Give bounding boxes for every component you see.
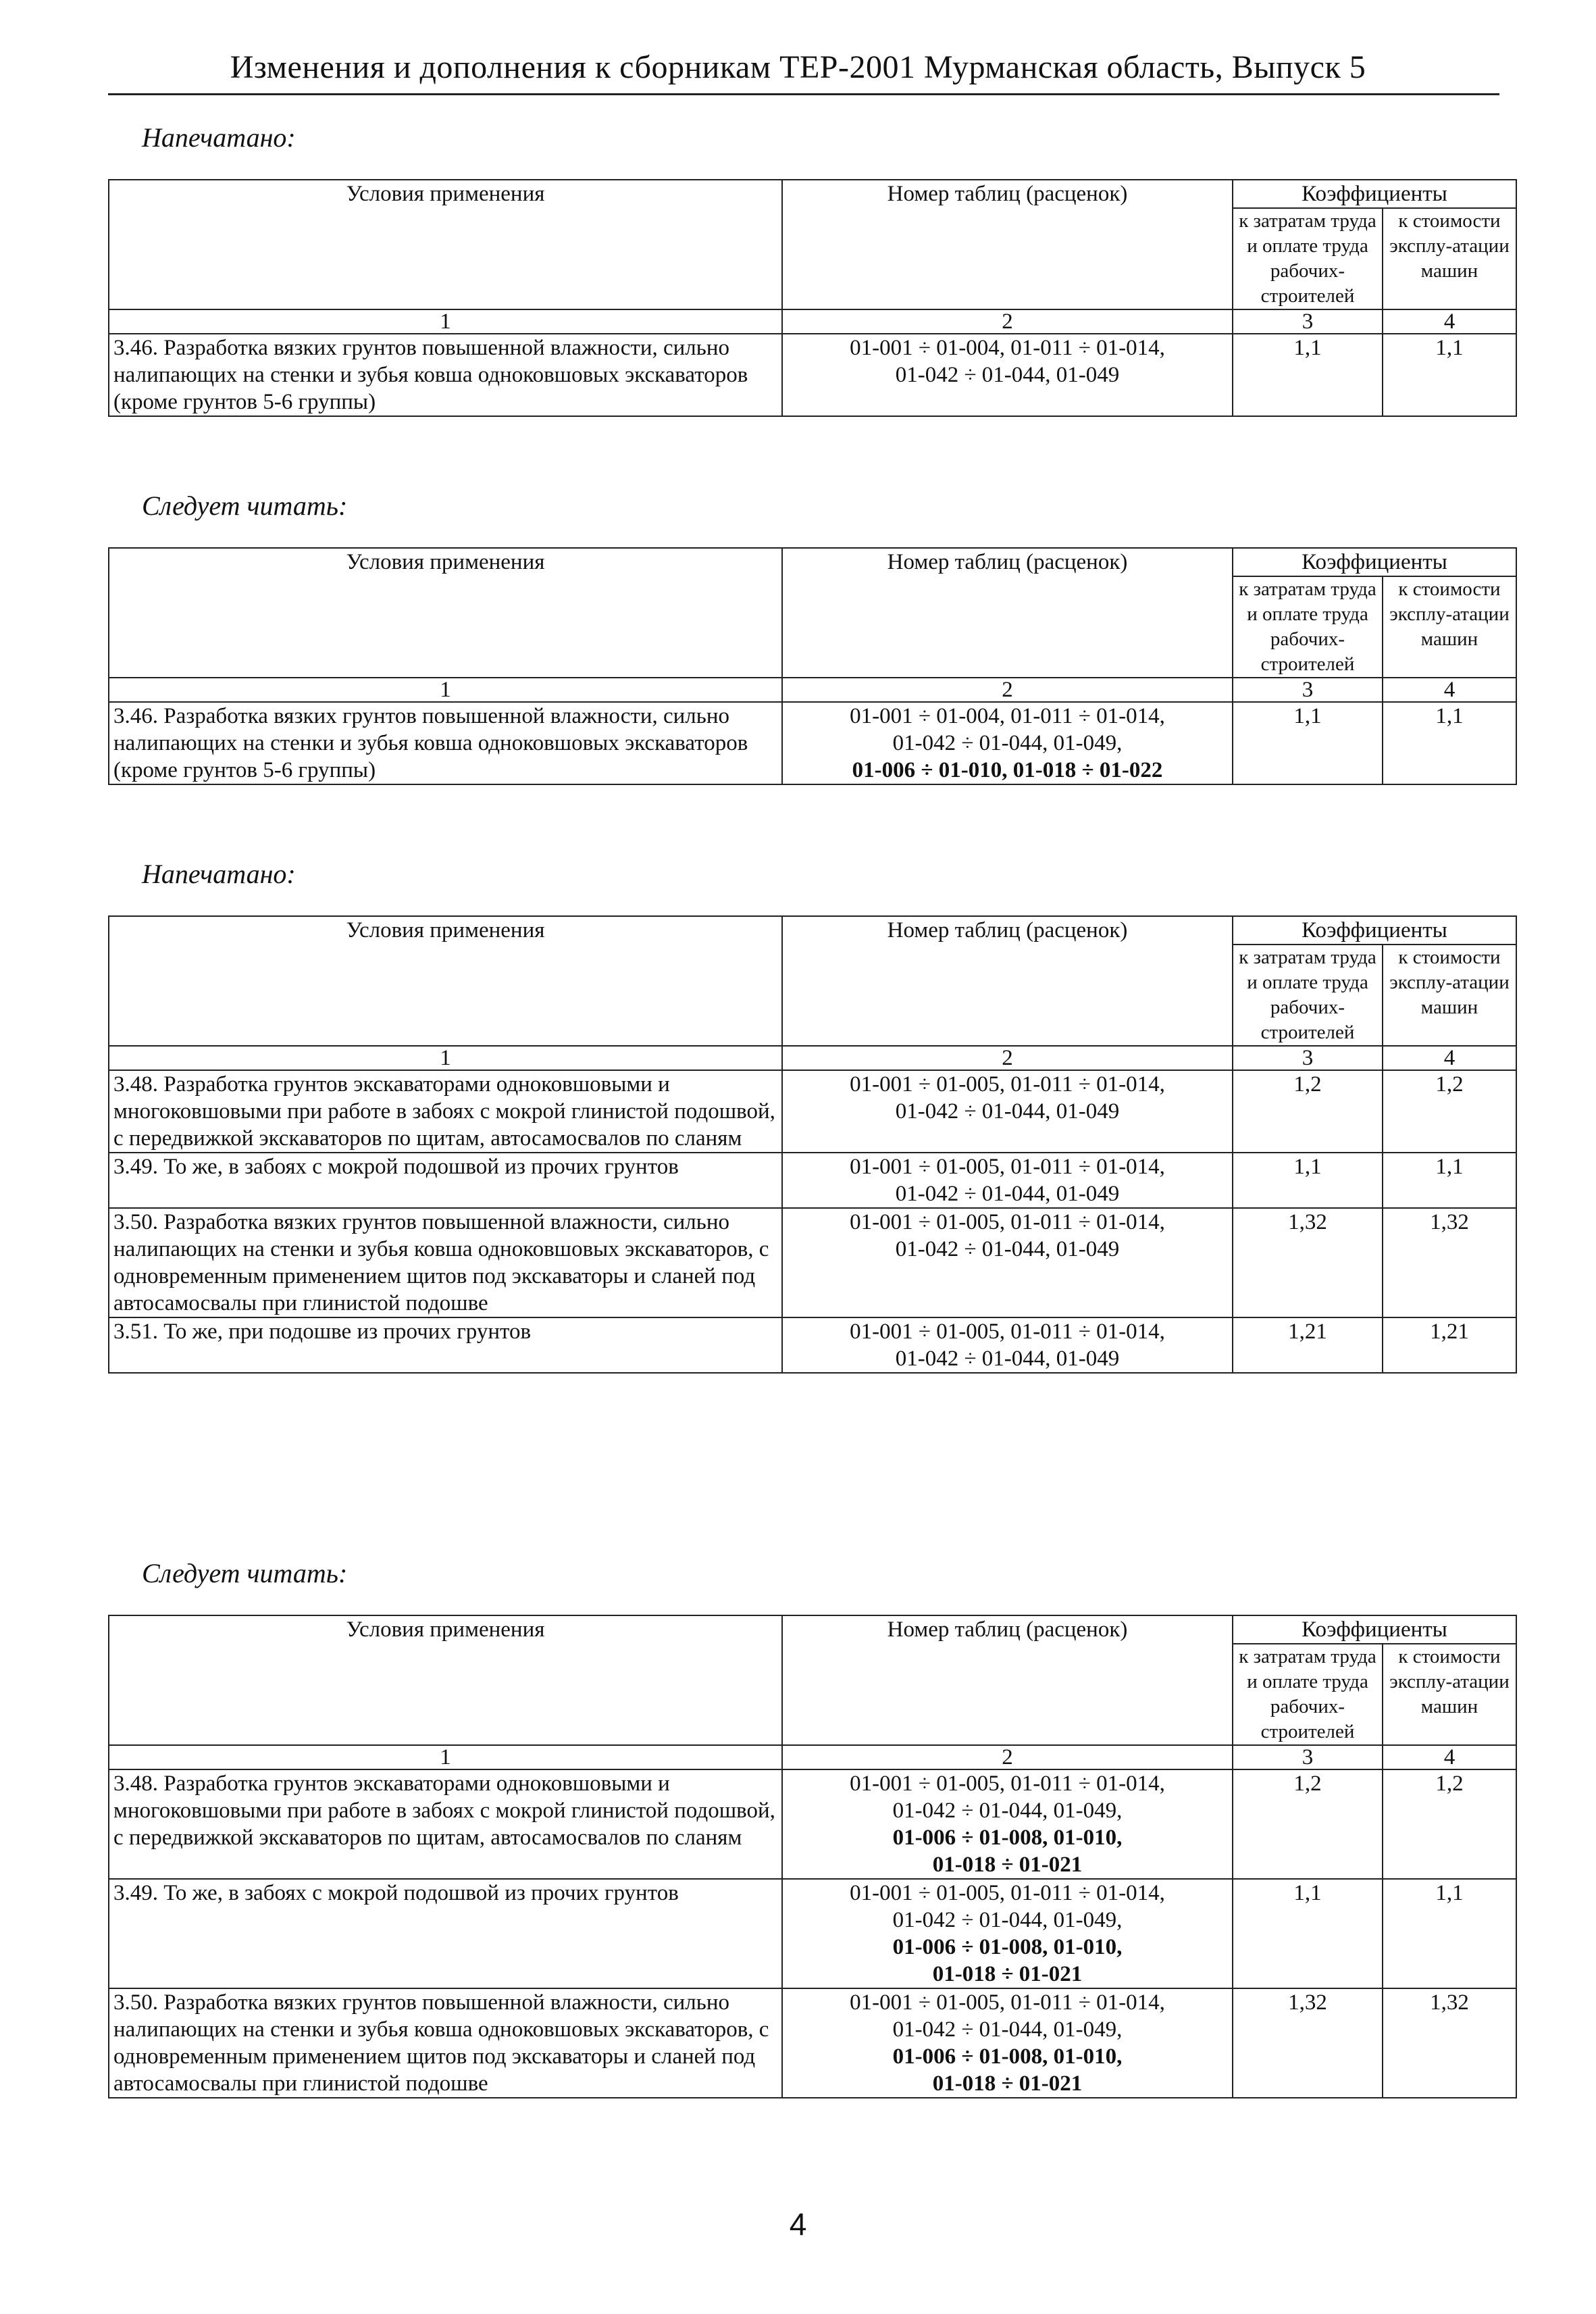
table-row (109, 1988, 1516, 2098)
coefficients-table (108, 915, 1517, 1374)
table-range: 01-042 ÷ 01-044, 01-049, (892, 1799, 1123, 1823)
table-range: 01-001 ÷ 01-005, 01-011 ÷ 01-014, (850, 1771, 1165, 1796)
col-number: 2 (782, 678, 1233, 702)
table-range: 01-001 ÷ 01-005, 01-011 ÷ 01-014, (850, 1072, 1165, 1097)
coef-machines: 1,1 (1383, 334, 1516, 416)
condition-cell: 3.46. Разработка вязких грунтов повышенной влажности, сильно налипающих на стенки и зубья ковша одноковшовых экскаваторов (кроме грунтов 5-6 группы) (109, 334, 782, 416)
condition-cell: 3.50. Разработка вязких грунтов повышенной влажности, сильно налипающих на стенки и зубья ковша одноковшовых экскаваторов, с одновременным применением щитов под экскаваторы и сланей под автосамосвалы при глинистой подошве (109, 1988, 782, 2098)
col-number: 3 (1233, 1745, 1383, 1769)
coef-machines: 1,32 (1383, 1208, 1516, 1317)
table-row (109, 1769, 1516, 1879)
col-header-conditions: Условия применения (109, 180, 782, 309)
table-range-added: 01-018 ÷ 01-021 (932, 2071, 1083, 2096)
page-header: Изменения и дополнения к сборникам ТЕР-2001 Мурманская область, Выпуск 5 (230, 49, 1366, 85)
col-number: 3 (1233, 309, 1383, 334)
coefficients-table (108, 547, 1517, 785)
tables-cell (782, 1769, 1233, 1879)
coefficients-table (108, 179, 1517, 417)
tables-cell (782, 1317, 1233, 1373)
header-rule (108, 93, 1499, 95)
col-header-machines: к стоимости эксплу-атации машин (1383, 945, 1516, 1046)
table-range-added: 01-006 ÷ 01-008, 01-010, (892, 1935, 1123, 1959)
coef-labor: 1,21 (1233, 1317, 1383, 1373)
coef-machines: 1,2 (1383, 1070, 1516, 1153)
col-number: 2 (782, 1046, 1233, 1070)
col-number: 1 (109, 1046, 782, 1070)
section-caption: Напечатано: (142, 122, 296, 153)
coef-labor: 1,1 (1233, 1879, 1383, 1988)
col-number: 4 (1383, 1046, 1516, 1070)
coef-labor: 1,2 (1233, 1070, 1383, 1153)
table-range-added: 01-018 ÷ 01-021 (932, 1853, 1083, 1877)
tables-cell (782, 1070, 1233, 1153)
condition-cell: 3.48. Разработка грунтов экскаваторами одноковшовыми и многоковшовыми при работе в забоях с мокрой глинистой подошвой, с передвижкой экскаваторов по щитам, автосамосвалов по сланям (109, 1070, 782, 1153)
coef-labor: 1,2 (1233, 1769, 1383, 1879)
table-range: 01-001 ÷ 01-005, 01-011 ÷ 01-014, (850, 1210, 1165, 1234)
table-range-added: 01-006 ÷ 01-008, 01-010, (892, 1826, 1123, 1850)
condition-cell: 3.50. Разработка вязких грунтов повышенной влажности, сильно налипающих на стенки и зубья ковша одноковшовых экскаваторов, с одновременным применением щитов под экскаваторы и сланей под автосамосвалы при глинистой подошве (109, 1208, 782, 1317)
table-range: 01-042 ÷ 01-044, 01-049, (892, 731, 1123, 755)
table-range: 01-001 ÷ 01-005, 01-011 ÷ 01-014, (850, 1319, 1165, 1344)
table-range: 01-042 ÷ 01-044, 01-049 (895, 1347, 1120, 1371)
col-header-machines: к стоимости эксплу-атации машин (1383, 208, 1516, 309)
table-range: 01-042 ÷ 01-044, 01-049 (895, 1182, 1120, 1206)
col-header-labor: к затратам труда и оплате труда рабочих-строителей (1233, 208, 1383, 309)
coefficients-table (108, 1615, 1517, 2098)
table-row (109, 1070, 1516, 1153)
table-row (109, 1153, 1516, 1208)
col-number: 3 (1233, 678, 1383, 702)
col-number: 2 (782, 1745, 1233, 1769)
table-range: 01-042 ÷ 01-044, 01-049, (892, 2017, 1123, 2042)
col-number: 4 (1383, 1745, 1516, 1769)
col-header-tables: Номер таблиц (расценок) (782, 1615, 1233, 1745)
coef-labor: 1,1 (1233, 702, 1383, 784)
col-header-tables: Номер таблиц (расценок) (782, 180, 1233, 309)
tables-cell (782, 1988, 1233, 2098)
col-header-conditions: Условия применения (109, 548, 782, 678)
coef-machines: 1,1 (1383, 1153, 1516, 1208)
col-header-machines: к стоимости эксплу-атации машин (1383, 1644, 1516, 1745)
tables-cell (782, 1208, 1233, 1317)
col-number: 1 (109, 1745, 782, 1769)
coef-labor: 1,32 (1233, 1988, 1383, 2098)
table-range-added: 01-018 ÷ 01-021 (932, 1962, 1083, 1986)
col-header-conditions: Условия применения (109, 916, 782, 1046)
col-header-tables: Номер таблиц (расценок) (782, 548, 1233, 678)
tables-cell (782, 1879, 1233, 1988)
table-range: 01-001 ÷ 01-005, 01-011 ÷ 01-014, (850, 1990, 1165, 2015)
col-header-coefficients: Коэффициенты (1233, 548, 1516, 576)
table-range: 01-001 ÷ 01-004, 01-011 ÷ 01-014, (850, 336, 1165, 360)
section-caption: Напечатано: (142, 859, 296, 889)
condition-cell: 3.49. То же, в забоях с мокрой подошвой из прочих грунтов (109, 1879, 782, 1988)
section-caption: Следует читать: (142, 491, 348, 521)
coef-machines: 1,2 (1383, 1769, 1516, 1879)
condition-cell: 3.51. То же, при подошве из прочих грунтов (109, 1317, 782, 1373)
condition-cell: 3.46. Разработка вязких грунтов повышенной влажности, сильно налипающих на стенки и зубья ковша одноковшовых экскаваторов (кроме грунтов 5-6 группы) (109, 702, 782, 784)
col-header-coefficients: Коэффициенты (1233, 1615, 1516, 1644)
coef-machines: 1,32 (1383, 1988, 1516, 2098)
tables-cell (782, 334, 1233, 416)
table-range: 01-042 ÷ 01-044, 01-049, (892, 1908, 1123, 1932)
table-range: 01-001 ÷ 01-005, 01-011 ÷ 01-014, (850, 1155, 1165, 1179)
table-row (109, 702, 1516, 784)
col-number: 4 (1383, 309, 1516, 334)
tables-cell (782, 1153, 1233, 1208)
col-number: 1 (109, 678, 782, 702)
col-header-labor: к затратам труда и оплате труда рабочих-строителей (1233, 945, 1383, 1046)
table-range: 01-042 ÷ 01-044, 01-049 (895, 1099, 1120, 1124)
condition-cell: 3.49. То же, в забоях с мокрой подошвой из прочих грунтов (109, 1153, 782, 1208)
col-number: 2 (782, 309, 1233, 334)
coef-machines: 1,1 (1383, 702, 1516, 784)
table-range-added: 01-006 ÷ 01-008, 01-010, (892, 2044, 1123, 2069)
col-header-machines: к стоимости эксплу-атации машин (1383, 576, 1516, 678)
table-row (109, 1879, 1516, 1988)
col-header-tables: Номер таблиц (расценок) (782, 916, 1233, 1046)
tables-cell (782, 702, 1233, 784)
col-number: 1 (109, 309, 782, 334)
col-header-labor: к затратам труда и оплате труда рабочих-строителей (1233, 1644, 1383, 1745)
table-range-added: 01-006 ÷ 01-010, 01-018 ÷ 01-022 (852, 758, 1163, 782)
table-range: 01-042 ÷ 01-044, 01-049 (895, 363, 1120, 387)
table-row (109, 1208, 1516, 1317)
col-number: 4 (1383, 678, 1516, 702)
col-header-labor: к затратам труда и оплате труда рабочих-строителей (1233, 576, 1383, 678)
col-header-conditions: Условия применения (109, 1615, 782, 1745)
condition-cell: 3.48. Разработка грунтов экскаваторами одноковшовыми и многоковшовыми при работе в забоях с мокрой глинистой подошвой, с передвижкой экскаваторов по щитам, автосамосвалов по сланям (109, 1769, 782, 1879)
coef-machines: 1,1 (1383, 1879, 1516, 1988)
table-row (109, 1317, 1516, 1373)
coef-labor: 1,1 (1233, 334, 1383, 416)
table-range: 01-001 ÷ 01-004, 01-011 ÷ 01-014, (850, 704, 1165, 728)
col-number: 3 (1233, 1046, 1383, 1070)
coef-labor: 1,1 (1233, 1153, 1383, 1208)
section-caption: Следует читать: (142, 1558, 348, 1588)
page-number: 4 (789, 2207, 807, 2242)
col-header-coefficients: Коэффициенты (1233, 180, 1516, 208)
coef-machines: 1,21 (1383, 1317, 1516, 1373)
table-range: 01-001 ÷ 01-005, 01-011 ÷ 01-014, (850, 1881, 1165, 1905)
table-range: 01-042 ÷ 01-044, 01-049 (895, 1237, 1120, 1261)
table-row (109, 334, 1516, 416)
coef-labor: 1,32 (1233, 1208, 1383, 1317)
col-header-coefficients: Коэффициенты (1233, 916, 1516, 945)
